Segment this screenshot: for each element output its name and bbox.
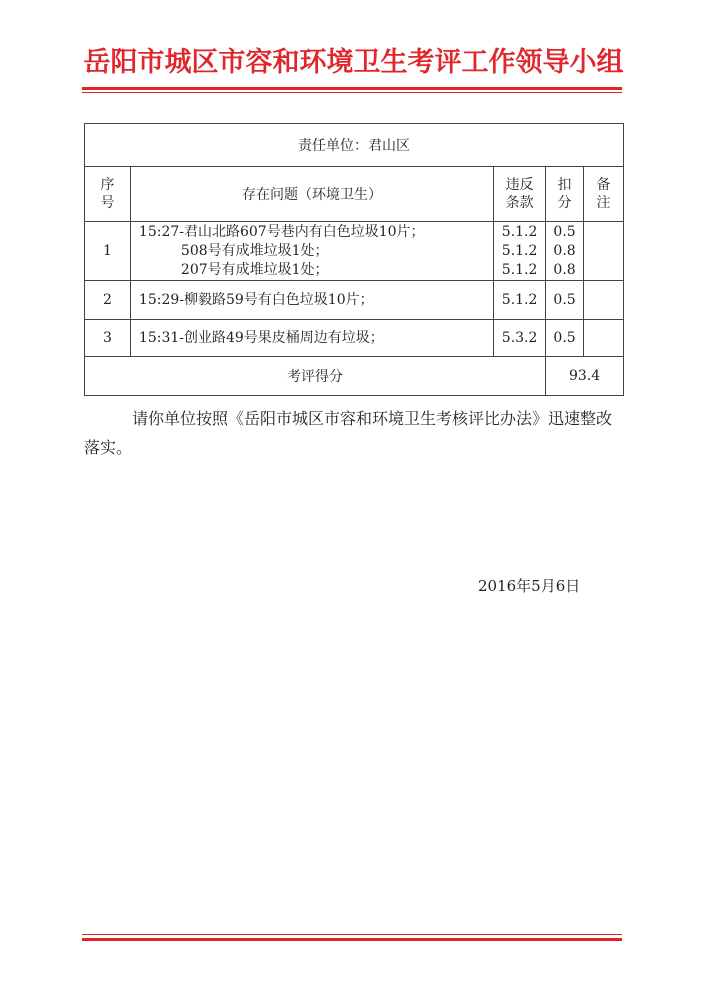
- col-header-deduct: 扣 分: [546, 167, 584, 222]
- row-seq: 2: [85, 281, 131, 320]
- row-clause: 5.1.2 5.1.2 5.1.2: [494, 222, 546, 281]
- row-deduction: 0.5 0.8 0.8: [546, 222, 584, 281]
- row-deduction: 0.5: [546, 320, 584, 357]
- footer-rule-thin: [82, 934, 622, 935]
- header-rule-thin: [82, 92, 622, 93]
- rectification-notice: 请你单位按照《岳阳市城区市容和环境卫生考核评比办法》迅速整改落实。: [84, 409, 613, 457]
- row-seq: 1: [85, 222, 131, 281]
- row-deduction: 0.5: [546, 281, 584, 320]
- issue-date: 2016年5月6日: [478, 577, 581, 595]
- footer-rule-thick: [82, 938, 622, 941]
- row-note: [584, 320, 624, 357]
- row-clause: 5.1.2: [494, 281, 546, 320]
- row-seq: 3: [85, 320, 131, 357]
- table-row: [85, 222, 624, 281]
- score-table: [84, 123, 624, 396]
- col-header-clause: 违反 条款: [494, 167, 546, 222]
- row-note: [584, 281, 624, 320]
- row-issue: 15:31-创业路49号果皮桶周边有垃圾；: [130, 320, 493, 357]
- col-header-issue: 存在问题（环境卫生）: [130, 167, 493, 222]
- responsible-unit: 责任单位：君山区: [85, 124, 624, 167]
- col-header-note: 备 注: [584, 167, 624, 222]
- header-rule-thick: [82, 87, 622, 90]
- table-row: [85, 281, 624, 320]
- table-row: [85, 320, 624, 357]
- document-title: 岳阳市城区市容和环境卫生考评工作领导小组: [83, 47, 624, 78]
- score-value: 93.4: [546, 357, 624, 396]
- score-label: 考评得分: [85, 357, 546, 396]
- row-clause: 5.3.2: [494, 320, 546, 357]
- row-issue: 15:29-柳毅路59号有白色垃圾10片；: [130, 281, 493, 320]
- col-header-seq: 序 号: [85, 167, 131, 222]
- row-note: [584, 222, 624, 281]
- row-issue: 15:27-君山北路607号巷内有白色垃圾10片； 508号有成堆垃圾1处； 207号有成堆垃圾1处；: [130, 222, 493, 281]
